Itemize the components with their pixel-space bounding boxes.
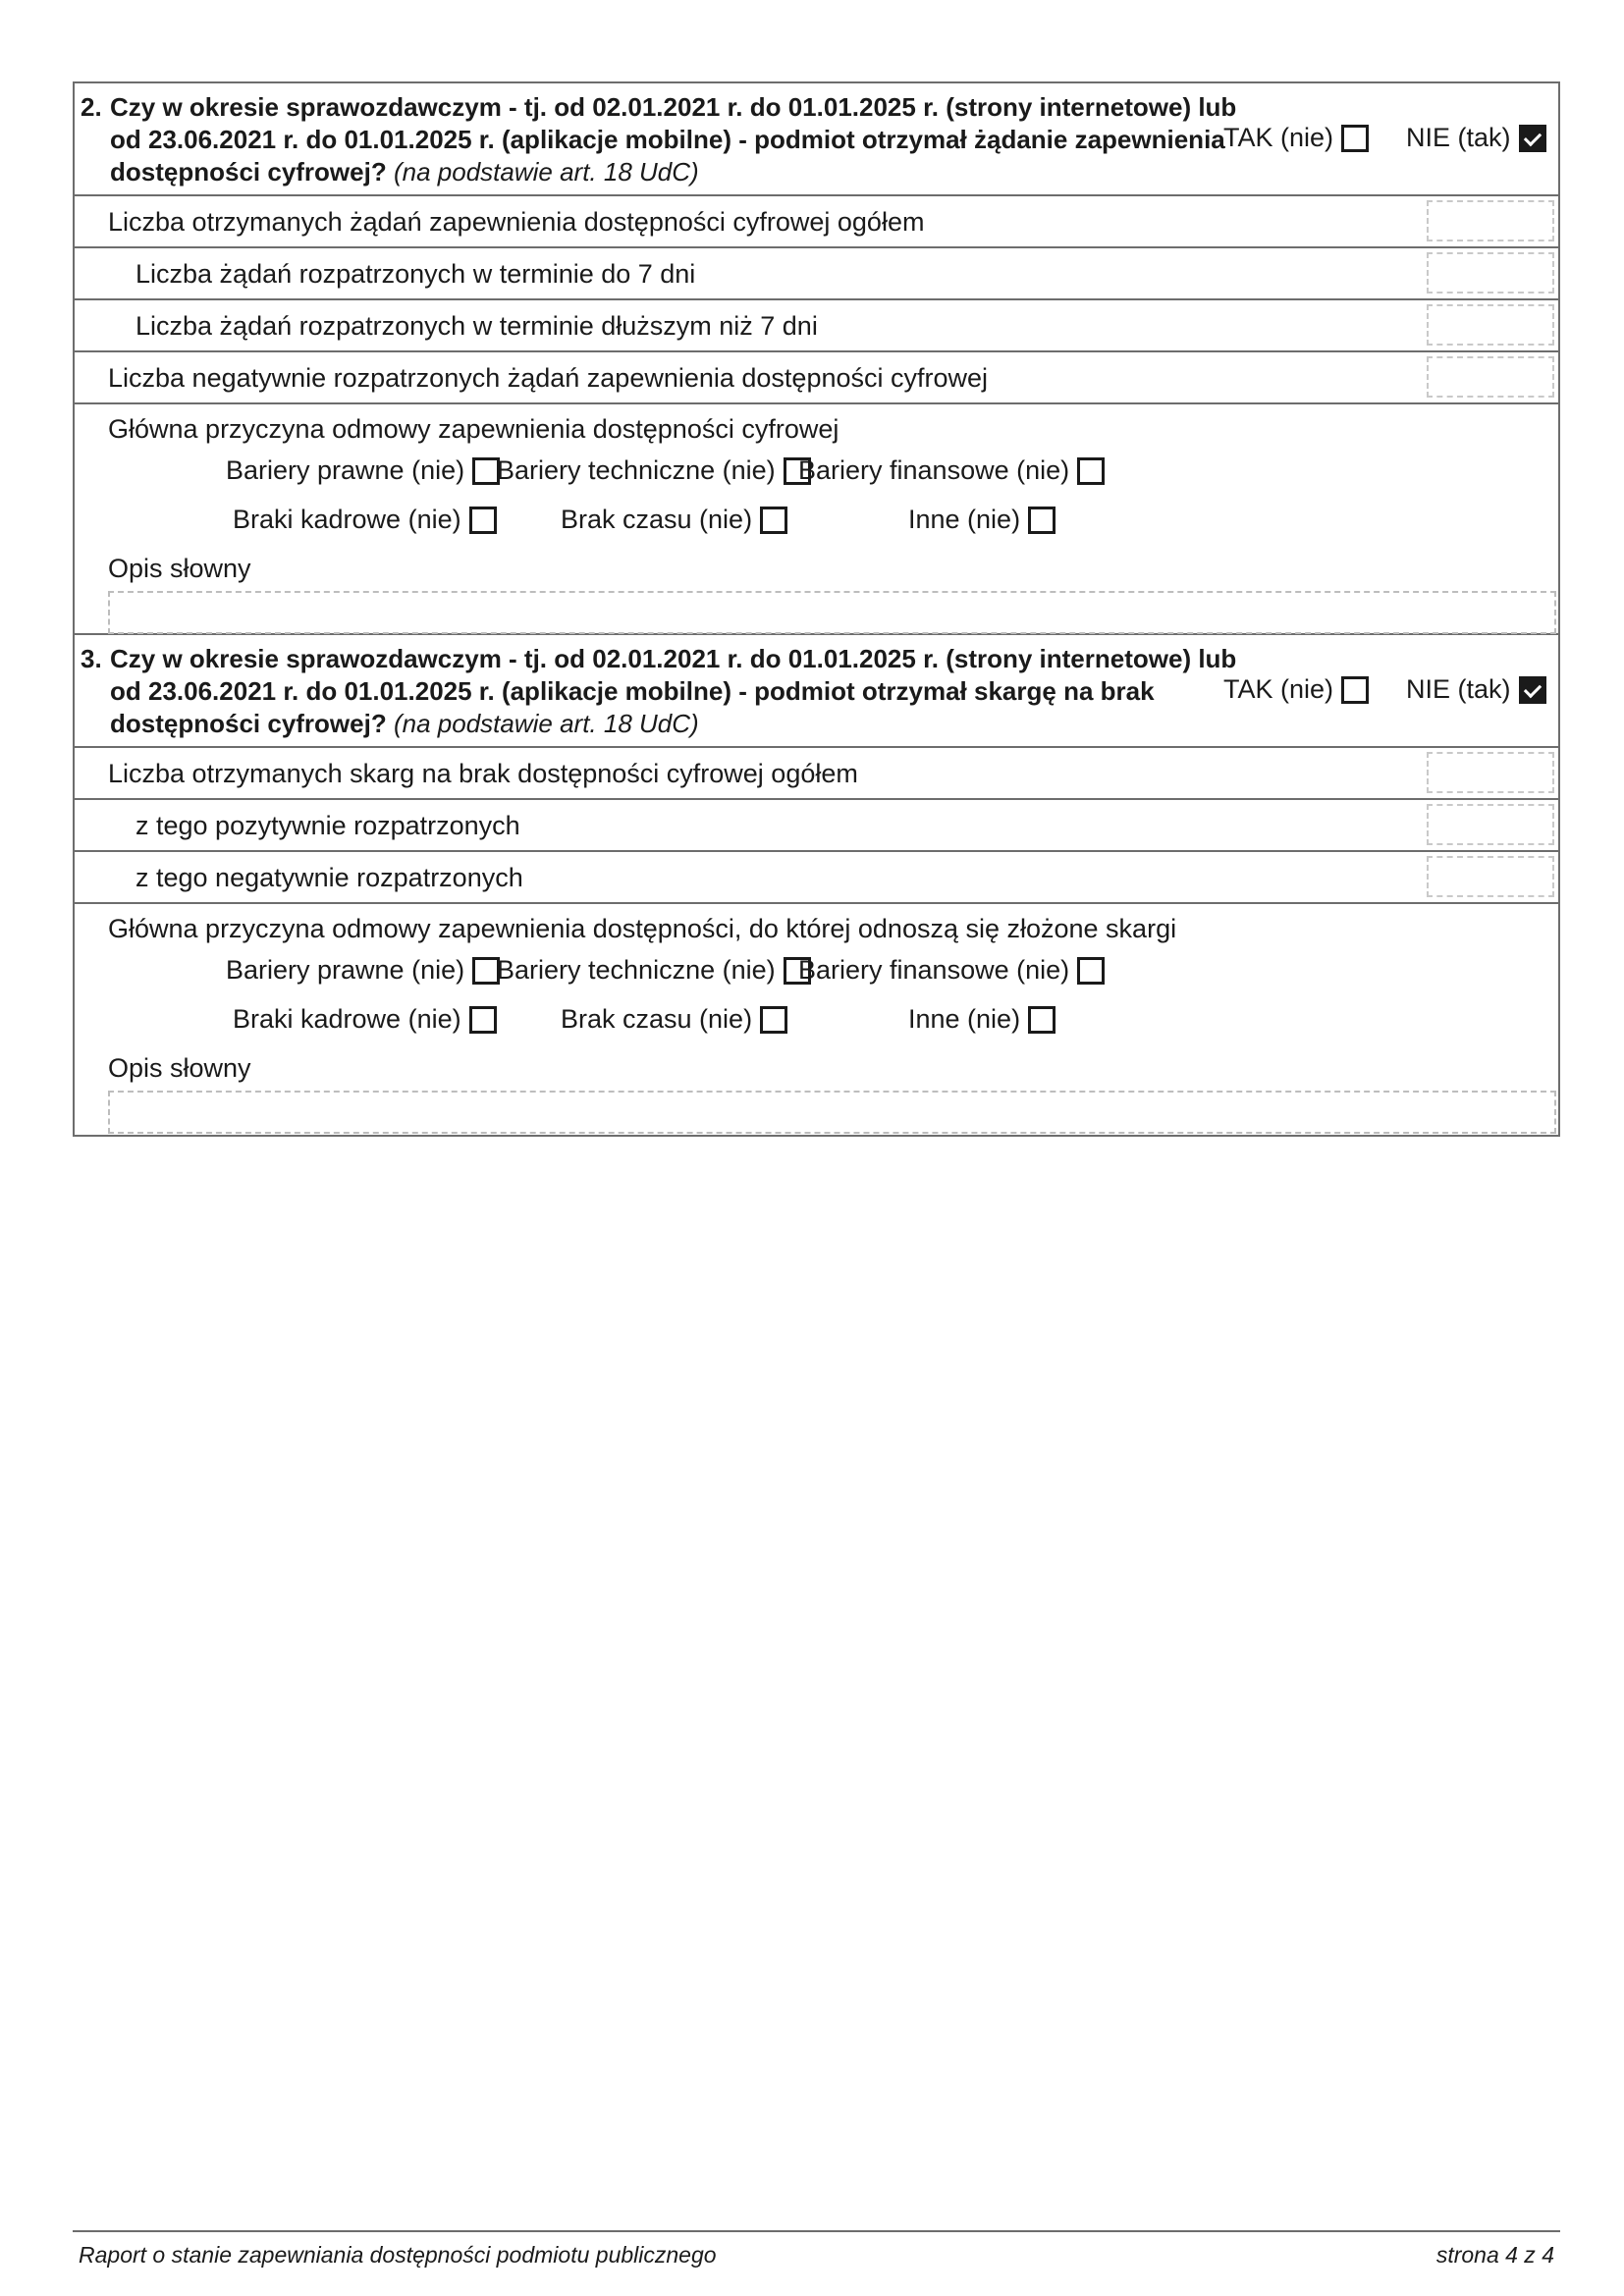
reason-label: Brak czasu (nie) (561, 1004, 753, 1034)
reason-option[interactable] (908, 505, 1056, 535)
count-label: Liczba otrzymanych żądań zapewnienia dostępności cyfrowej ogółem (108, 207, 925, 237)
count-row (75, 748, 1558, 800)
description-input[interactable] (108, 1091, 1556, 1134)
question-2-header (75, 83, 1558, 196)
tak-label: TAK (nie) (1223, 674, 1334, 704)
nie-checkbox[interactable] (1519, 676, 1546, 704)
count-input[interactable] (1427, 856, 1554, 897)
count-row (75, 800, 1558, 852)
reason-label: Bariery finansowe (nie) (798, 955, 1070, 985)
reasons-title: Główna przyczyna odmowy zapewnienia dostępności cyfrowej (108, 414, 839, 444)
footer-report-title: Raport o stanie zapewniania dostępności podmiotu publicznego (79, 2242, 717, 2268)
description-input[interactable] (108, 591, 1556, 634)
reason-option[interactable] (233, 505, 497, 535)
reason-option[interactable] (798, 955, 1105, 986)
reason-checkbox[interactable] (1077, 457, 1105, 485)
tak-checkbox[interactable] (1341, 676, 1369, 704)
reason-checkbox[interactable] (1028, 507, 1056, 534)
reason-checkbox[interactable] (469, 507, 497, 534)
tak-checkbox[interactable] (1341, 125, 1369, 152)
page-number: strona 4 z 4 (1435, 2242, 1554, 2268)
reason-option[interactable] (226, 455, 500, 486)
count-input[interactable] (1427, 804, 1554, 845)
count-label: Liczba żądań rozpatrzonych w terminie do 7 dni (135, 259, 696, 289)
question-body: Czy w okresie sprawozdawczym - tj. od 02.01.2021 r. do 01.01.2025 r. (strony internetowe) lub od 23.06.2021 r. do 01.01.2025 r. (aplikacje mobilne) - podmiot otrzymał żądanie zapewnienia dostępności cyfrowej? (110, 92, 1237, 187)
nie-option[interactable] (1406, 674, 1546, 705)
tak-label: TAK (nie) (1223, 123, 1334, 152)
question-3-header (75, 635, 1558, 748)
reason-checkbox[interactable] (472, 957, 500, 985)
nie-checkbox[interactable] (1519, 125, 1546, 152)
reason-label: Bariery techniczne (nie) (497, 455, 776, 485)
refusal-reasons-section (75, 904, 1558, 1135)
tak-option[interactable] (1223, 123, 1369, 153)
reasons-title: Główna przyczyna odmowy zapewnienia dostępności, do której odnoszą się złożone skargi (108, 914, 1177, 943)
description-label: Opis słowny (108, 1053, 251, 1083)
count-input[interactable] (1427, 752, 1554, 793)
count-input[interactable] (1427, 356, 1554, 398)
tak-option[interactable] (1223, 674, 1369, 705)
nie-label: NIE (tak) (1406, 123, 1511, 152)
count-label: z tego pozytywnie rozpatrzonych (135, 811, 520, 840)
reason-label: Braki kadrowe (nie) (233, 505, 461, 534)
question-3-text (81, 643, 1239, 740)
report-form (73, 81, 1560, 1137)
reason-label: Bariery prawne (nie) (226, 455, 465, 485)
reason-checkbox[interactable] (760, 507, 787, 534)
count-label: z tego negatywnie rozpatrzonych (135, 863, 523, 892)
count-row (75, 196, 1558, 248)
nie-label: NIE (tak) (1406, 674, 1511, 704)
question-number: 2. (81, 92, 102, 122)
reason-checkbox[interactable] (1028, 1006, 1056, 1034)
reason-label: Bariery prawne (nie) (226, 955, 465, 985)
reason-checkbox[interactable] (469, 1006, 497, 1034)
count-label: Liczba otrzymanych skarg na brak dostępności cyfrowej ogółem (108, 759, 858, 788)
count-input[interactable] (1427, 252, 1554, 294)
reason-checkbox[interactable] (760, 1006, 787, 1034)
count-row (75, 300, 1558, 352)
count-row (75, 852, 1558, 904)
reason-option[interactable] (497, 455, 811, 486)
reason-option[interactable] (561, 1004, 787, 1035)
reason-option[interactable] (233, 1004, 497, 1035)
count-row (75, 248, 1558, 300)
reason-option[interactable] (561, 505, 787, 535)
reason-option[interactable] (226, 955, 500, 986)
reason-label: Braki kadrowe (nie) (233, 1004, 461, 1034)
count-row (75, 352, 1558, 404)
description-label: Opis słowny (108, 554, 251, 583)
reason-label: Inne (nie) (908, 1004, 1021, 1034)
reason-label: Bariery techniczne (nie) (497, 955, 776, 985)
page-footer (73, 2230, 1560, 2268)
legal-basis: (na podstawie art. 18 UdC) (393, 709, 699, 738)
reason-option[interactable] (497, 955, 811, 986)
question-number: 3. (81, 644, 102, 673)
reason-option[interactable] (908, 1004, 1056, 1035)
reason-option[interactable] (798, 455, 1105, 486)
nie-option[interactable] (1406, 123, 1546, 153)
legal-basis: (na podstawie art. 18 UdC) (393, 157, 699, 187)
reason-label: Bariery finansowe (nie) (798, 455, 1070, 485)
reason-label: Inne (nie) (908, 505, 1021, 534)
reason-checkbox[interactable] (1077, 957, 1105, 985)
reason-label: Brak czasu (nie) (561, 505, 753, 534)
count-input[interactable] (1427, 200, 1554, 241)
count-input[interactable] (1427, 304, 1554, 346)
reason-checkbox[interactable] (472, 457, 500, 485)
question-2-text (81, 91, 1239, 188)
count-label: Liczba żądań rozpatrzonych w terminie dłuższym niż 7 dni (135, 311, 818, 341)
refusal-reasons-section (75, 404, 1558, 635)
count-label: Liczba negatywnie rozpatrzonych żądań zapewnienia dostępności cyfrowej (108, 363, 989, 393)
question-body: Czy w okresie sprawozdawczym - tj. od 02.01.2021 r. do 01.01.2025 r. (strony internetowe) lub od 23.06.2021 r. do 01.01.2025 r. (aplikacje mobilne) - podmiot otrzymał skargę na brak dostępności cyfrowej? (110, 644, 1237, 738)
